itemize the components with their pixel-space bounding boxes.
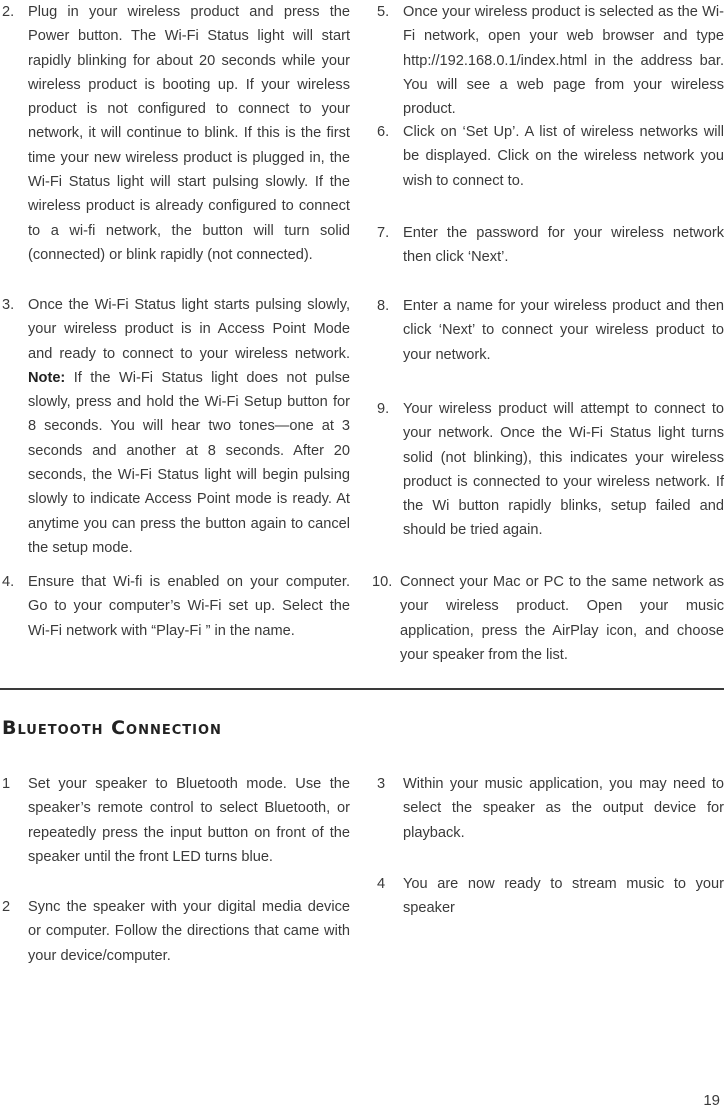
step-8 bbox=[372, 294, 724, 367]
step-number: 4 bbox=[377, 876, 386, 892]
step-number: 7. bbox=[377, 225, 390, 241]
step-text: Click on ‘Set Up’. A list of wireless networks will be displayed. Click on the wireless network you wish to connect to. bbox=[403, 124, 724, 189]
step-text: Connect your Mac or PC to the same network as your wireless product. Open your music application, press the AirPlay icon, and choose your speaker from the list. bbox=[400, 574, 724, 663]
step-text: Within your music application, you may need to select the speaker as the output device for playback. bbox=[403, 776, 724, 841]
step-number: 6. bbox=[377, 124, 390, 140]
step-number: 4. bbox=[2, 574, 15, 590]
step-number: 2 bbox=[2, 899, 11, 915]
step-6 bbox=[372, 120, 724, 193]
step-text: Your wireless product will attempt to connect to your network. Once the Wi-Fi Status light turns solid (not blinking), this indicates your wireless product is connected to your wireless network. If the Wi button rapidly blinks, setup failed and should be tried again. bbox=[403, 401, 724, 539]
step-text: Ensure that Wi-fi is enabled on your computer. Go to your computer’s Wi-Fi set up. Select the Wi-Fi network with “Play-Fi ” in the name. bbox=[28, 574, 350, 639]
step-number: 10. bbox=[372, 574, 393, 590]
step-number: 1 bbox=[2, 776, 11, 792]
step-text: You are now ready to stream music to your speaker bbox=[403, 876, 724, 917]
step-7 bbox=[372, 221, 724, 270]
step-text bbox=[28, 293, 350, 560]
step-9 bbox=[372, 397, 724, 543]
section-divider bbox=[0, 688, 724, 690]
page-number: 19 bbox=[703, 1092, 720, 1109]
step-3 bbox=[0, 293, 350, 560]
bt-step-2 bbox=[0, 895, 350, 968]
bt-step-3 bbox=[372, 772, 724, 845]
step-text: Once your wireless product is selected as the Wi-Fi network, open your web browser and type http://192.168.0.1/index.html in the address bar. You will see a web page from your wireless product. bbox=[403, 4, 724, 118]
step-text-main: Once the Wi-Fi Status light starts pulsing slowly, your wireless product is in Access Point Mode and ready to connect to your wireless network. bbox=[28, 297, 350, 362]
step-number: 3. bbox=[2, 297, 15, 313]
step-text: Plug in your wireless product and press the Power button. The Wi-Fi Status light will start rapidly blinking for about 20 seconds while your wireless product is booting up. If your wireless product is not configured to connect to your network, it will continue to blink. If this is the first time your new wireless product is plugged in, the Wi-Fi Status light will start pulsing slowly. If the wireless product is already configured to connect to a wi-fi network, the button will turn solid (connected) or blink rapidly (not connected). bbox=[28, 4, 350, 263]
step-number: 8. bbox=[377, 298, 390, 314]
bt-step-4 bbox=[372, 872, 724, 921]
step-text: Sync the speaker with your digital media device or computer. Follow the directions that came with your device/computer. bbox=[28, 899, 350, 964]
step-number: 9. bbox=[377, 401, 390, 417]
step-4 bbox=[0, 570, 350, 643]
step-number: 3 bbox=[377, 776, 386, 792]
step-number: 5. bbox=[377, 4, 390, 20]
bt-step-1 bbox=[0, 772, 350, 869]
step-10 bbox=[372, 570, 724, 667]
bluetooth-section-heading: Bluetooth Connection bbox=[2, 717, 222, 739]
step-text: Enter a name for your wireless product and then click ‘Next’ to connect your wireless product to your network. bbox=[403, 298, 724, 363]
step-5 bbox=[372, 0, 724, 121]
step-2 bbox=[0, 0, 350, 267]
step-text: Enter the password for your wireless network then click ‘Next’. bbox=[403, 225, 724, 266]
step-text: Set your speaker to Bluetooth mode. Use the speaker’s remote control to select Bluetooth, or repeatedly press the input button on front of the speaker until the front LED turns blue. bbox=[28, 776, 350, 865]
step-number: 2. bbox=[2, 4, 15, 20]
note-label: Note: bbox=[28, 369, 66, 386]
note-text: If the Wi-Fi Status light does not pulse slowly, press and hold the Wi-Fi Setup button for 8 seconds. You will hear two tones—one at 3 seconds and another at 8 seconds. After 20 seconds, the Wi-Fi Status light will begin pulsing slowly to indicate Access Point mode is ready. At anytime you can press the button again to cancel the setup mode. bbox=[28, 369, 350, 556]
